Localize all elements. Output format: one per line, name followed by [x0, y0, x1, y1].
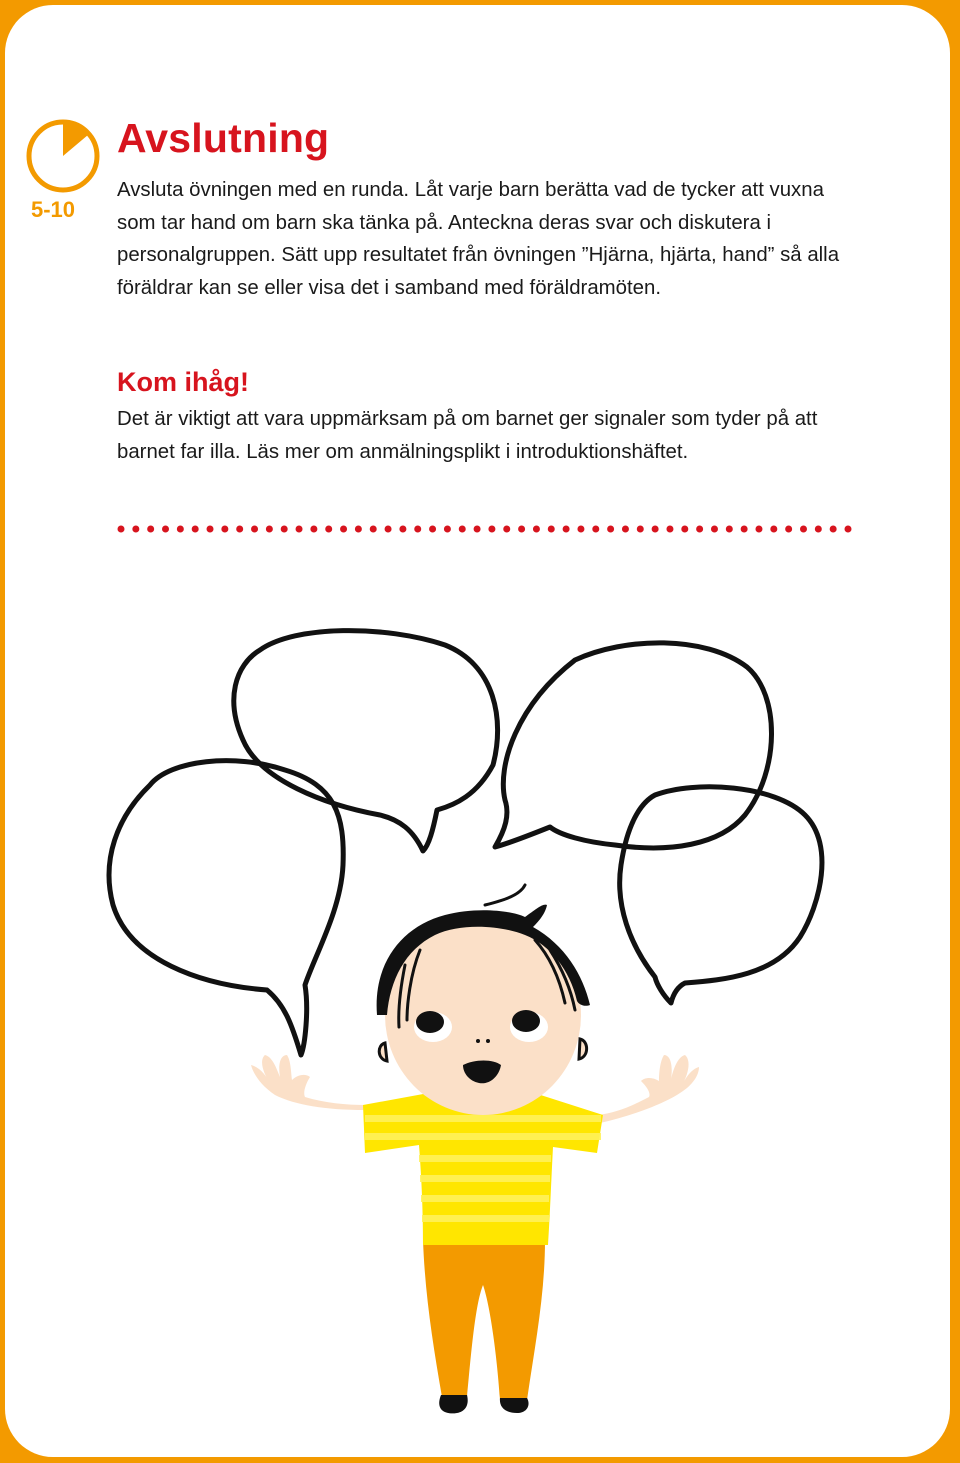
pants [423, 1240, 545, 1400]
right-arm [597, 1055, 699, 1123]
speech-bubble-left [109, 761, 343, 1055]
right-shoe [500, 1398, 529, 1413]
intro-paragraph: Avsluta övningen med en runda. Låt varje barn berätta vad de tycker att vuxna som tar hand om barn ska tänka på. Anteckna deras svar och diskutera i personalgruppen. Sätt upp resultatet från övningen ”Hjärna, hjärta, hand” så alla föräldrar kan se eller visa det i samband med föräldramöten. [117, 179, 840, 299]
head [377, 885, 590, 1115]
child-with-speech-bubbles-illustration [5, 5, 950, 1457]
left-arm [251, 1055, 367, 1110]
remember-paragraph: Det är viktigt att vara uppmärksam på om barnet ger signaler som tyder på att barnet far illa. Läs mer om anmälningsplikt i introduktionshäftet. [117, 408, 818, 463]
activity-card [5, 5, 950, 1457]
speech-bubble-right [620, 787, 822, 1003]
timer-label: 5-10 [31, 197, 76, 222]
speech-bubble-top-left [234, 631, 498, 851]
page-title: Avslutning [117, 115, 330, 161]
remember-heading: Kom ihåg! [117, 367, 249, 397]
left-shoe [439, 1395, 467, 1413]
